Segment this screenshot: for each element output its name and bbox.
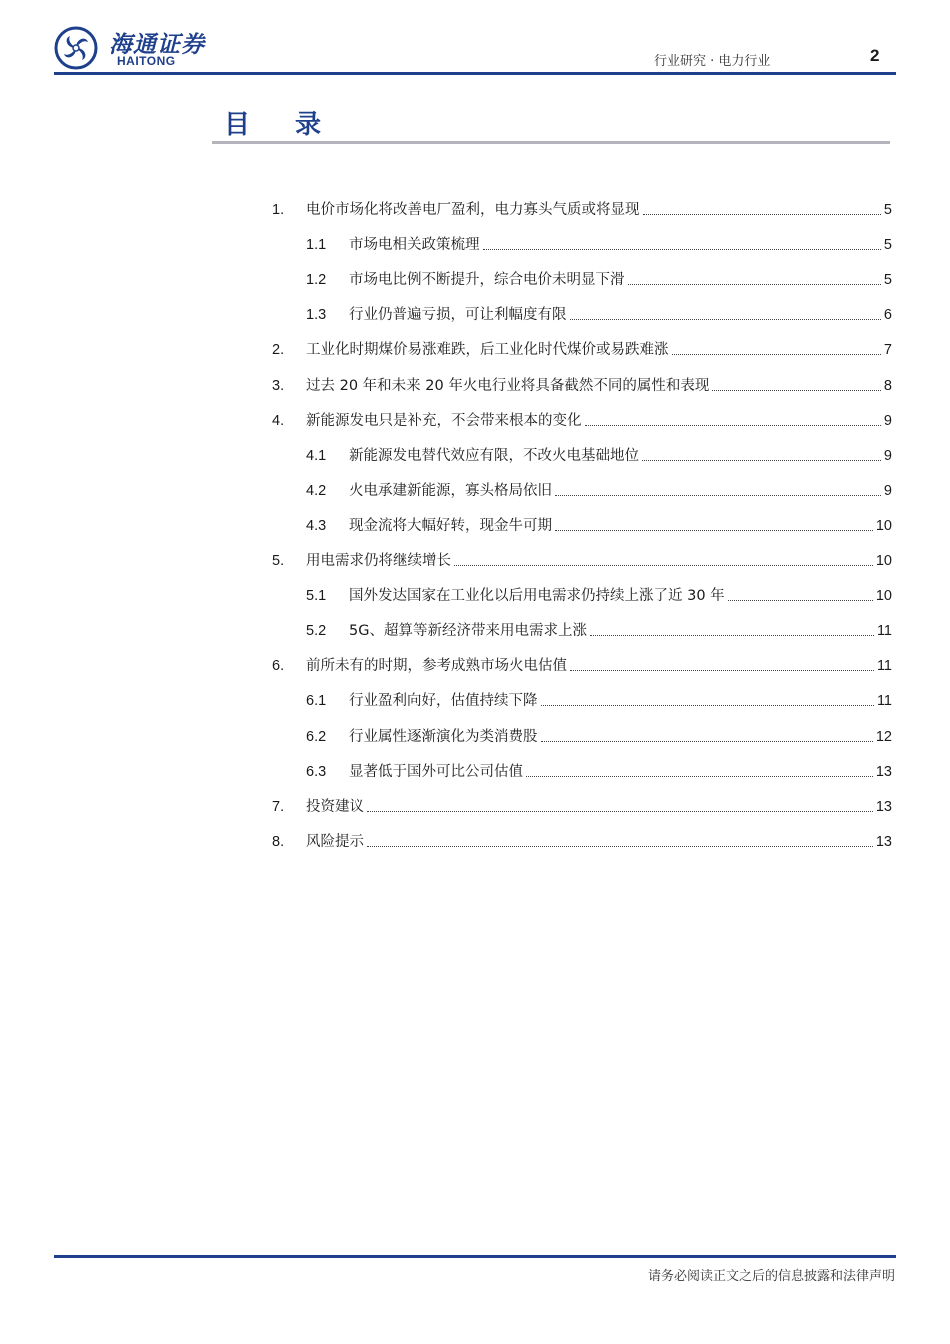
toc-entry-number: 8. <box>272 833 285 850</box>
toc-entry-title: 显著低于国外可比公司估值 <box>349 763 523 780</box>
toc-entry-page: 8 <box>883 377 892 394</box>
toc-entry-title: 电价市场化将改善电厂盈利，电力寡头气质或将显现 <box>306 202 640 218</box>
toc-entry-title: 新能源发电只是补充，不会带来根本的变化 <box>306 412 582 429</box>
toc-entry-title: 风险提示 <box>306 833 364 850</box>
toc-entry-number: 6.2 <box>306 728 327 745</box>
toc-entry[interactable] <box>0 794 950 816</box>
company-logo <box>54 26 254 70</box>
toc-dot-leader <box>570 318 881 320</box>
toc-entry-number: 5.2 <box>306 623 327 640</box>
toc-entry-number: 4.2 <box>306 482 327 499</box>
toc-heading: 目 录 <box>224 110 340 140</box>
toc-entry[interactable] <box>0 197 950 219</box>
toc-dot-leader <box>570 669 874 671</box>
header-divider <box>54 72 896 75</box>
toc-dot-leader <box>590 634 874 636</box>
toc-entry-page: 6 <box>883 307 892 324</box>
toc-entry-page: 10 <box>875 588 892 605</box>
toc-entry-title: 前所未有的时期，参考成熟市场火电估值 <box>306 658 567 675</box>
toc-entry-number: 1. <box>272 202 285 218</box>
toc-entry-number: 1.1 <box>306 237 327 254</box>
toc-entry-title: 新能源发电替代效应有限，不改火电基础地位 <box>349 447 639 464</box>
toc-entry-number: 1.3 <box>306 307 327 324</box>
toc-entry[interactable] <box>0 337 950 359</box>
toc-entry-number: 5. <box>272 553 285 569</box>
toc-entry-page: 5 <box>883 237 892 254</box>
toc-entry[interactable] <box>0 232 950 254</box>
toc-entry[interactable] <box>0 478 950 500</box>
toc-entry-title: 行业仍普遍亏损，可让利幅度有限 <box>349 307 567 324</box>
toc-entry-number: 5.1 <box>306 588 327 605</box>
toc-entry[interactable] <box>0 443 950 465</box>
toc-dot-leader <box>526 775 873 777</box>
logo-english-text: HAITONG <box>117 54 176 68</box>
toc-entry-page: 10 <box>875 517 892 534</box>
toc-entry-page: 13 <box>875 833 892 850</box>
toc-entry[interactable] <box>0 513 950 535</box>
toc-entry-page: 10 <box>875 553 892 569</box>
toc-entry-number: 6.1 <box>306 693 327 710</box>
toc-entry[interactable] <box>0 653 950 675</box>
toc-entry-page: 13 <box>875 798 892 815</box>
toc-entry[interactable] <box>0 373 950 395</box>
toc-dot-leader <box>541 704 874 706</box>
toc-dot-leader <box>712 389 881 391</box>
logo-chinese-text: 海通证券 <box>109 31 205 58</box>
toc-entry-page: 13 <box>875 763 892 780</box>
toc-entry-title: 5G、超算等新经济带来用电需求上涨 <box>349 623 587 640</box>
toc-entry[interactable] <box>0 829 950 851</box>
toc-entry[interactable] <box>0 267 950 289</box>
toc-entry[interactable] <box>0 548 950 570</box>
report-category: 行业研究 · 电力行业 <box>654 54 771 69</box>
footer-divider <box>54 1255 896 1258</box>
toc-entry-number: 2. <box>272 342 285 359</box>
toc-dot-leader <box>367 845 873 847</box>
toc-entry-title: 现金流将大幅好转，现金牛可期 <box>349 517 552 534</box>
toc-entry-title: 国外发达国家在工业化以后用电需求仍持续上涨了近 30 年 <box>349 588 725 605</box>
toc-entry-title: 市场电比例不断提升，综合电价未明显下滑 <box>349 272 625 289</box>
footer-disclaimer: 请务必阅读正文之后的信息披露和法律声明 <box>647 1269 895 1284</box>
toc-entry-title: 工业化时期煤价易涨难跌，后工业化时代煤价或易跌难涨 <box>306 342 669 359</box>
toc-entry-number: 4. <box>272 412 285 429</box>
toc-entry-number: 7. <box>272 798 285 815</box>
toc-entry-page: 11 <box>876 658 892 675</box>
toc-entry-page: 7 <box>883 342 892 359</box>
toc-entry-number: 4.1 <box>306 447 327 464</box>
toc-entry-page: 5 <box>883 272 892 289</box>
toc-entry-page: 9 <box>883 412 892 429</box>
toc-entry-title: 过去 20 年和未来 20 年火电行业将具备截然不同的属性和表现 <box>306 377 710 394</box>
toc-entry[interactable] <box>0 302 950 324</box>
toc-entry-title: 行业属性逐渐演化为类消费股 <box>349 728 538 745</box>
toc-dot-leader <box>555 494 881 496</box>
toc-entry-number: 6.3 <box>306 763 327 780</box>
toc-dot-leader <box>728 599 873 601</box>
toc-entry-page: 5 <box>883 202 892 218</box>
toc-dot-leader <box>643 213 881 215</box>
toc-entry-title: 市场电相关政策梳理 <box>349 237 480 254</box>
toc-entry-page: 9 <box>883 482 892 499</box>
toc-entry-number: 4.3 <box>306 517 327 534</box>
toc-entry[interactable] <box>0 408 950 430</box>
toc-entry[interactable] <box>0 618 950 640</box>
haitong-emblem-icon <box>54 26 98 70</box>
toc-entry-page: 11 <box>876 693 892 710</box>
toc-dot-leader <box>585 424 881 426</box>
toc-entry-page: 11 <box>876 623 892 640</box>
toc-dot-leader <box>642 459 881 461</box>
toc-dot-leader <box>367 810 873 812</box>
toc-entry-number: 3. <box>272 377 285 394</box>
toc-entry[interactable] <box>0 688 950 710</box>
toc-entry-title: 行业盈利向好，估值持续下降 <box>349 693 538 710</box>
title-divider <box>212 141 890 144</box>
toc-entry[interactable] <box>0 583 950 605</box>
toc-entry[interactable] <box>0 759 950 781</box>
toc-entry-title: 用电需求仍将继续增长 <box>306 553 451 569</box>
toc-entry-page: 12 <box>875 728 892 745</box>
toc-dot-leader <box>483 248 881 250</box>
page-number: 2 <box>870 46 880 65</box>
toc-entry-title: 火电承建新能源，寡头格局依旧 <box>349 482 552 499</box>
toc-entry-page: 9 <box>883 447 892 464</box>
toc-entry[interactable] <box>0 724 950 746</box>
toc-entry-title: 投资建议 <box>306 798 364 815</box>
toc-entry-number: 1.2 <box>306 272 327 289</box>
toc-dot-leader <box>454 564 873 566</box>
toc-dot-leader <box>541 740 873 742</box>
toc-dot-leader <box>628 283 881 285</box>
toc-dot-leader <box>672 353 881 355</box>
toc-entry-number: 6. <box>272 658 285 675</box>
toc-dot-leader <box>555 529 873 531</box>
